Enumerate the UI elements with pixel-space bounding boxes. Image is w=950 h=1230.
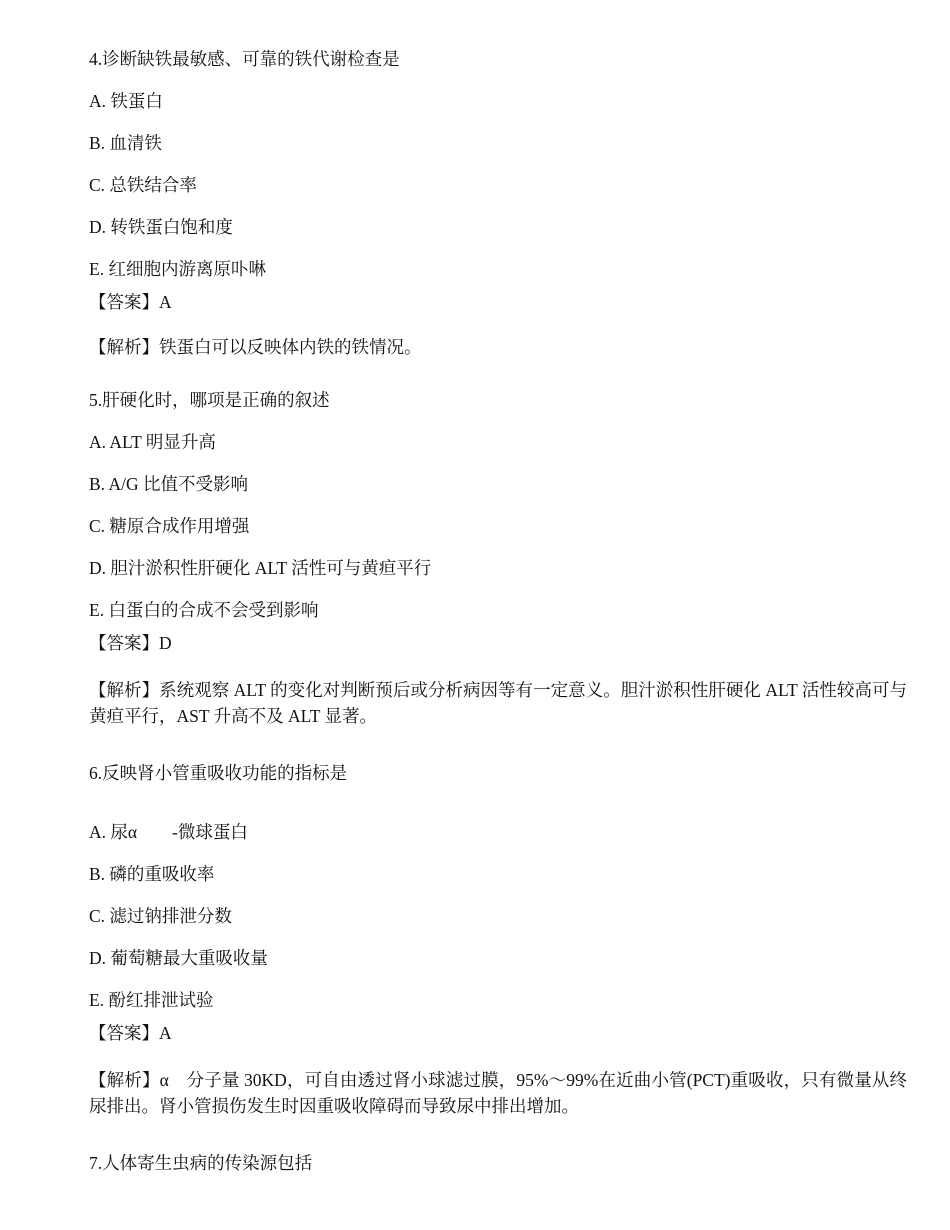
question-4-option-c: C. 总铁结合率 — [89, 175, 197, 195]
question-5-option-b: B. A/G 比值不受影响 — [89, 474, 248, 494]
question-6-option-d: D. 葡萄糖最大重吸收量 — [89, 948, 268, 968]
question-6-option-c: C. 滤过钠排泄分数 — [89, 906, 232, 926]
question-6-option-e: E. 酚红排泄试验 — [89, 990, 214, 1010]
question-4-option-e: E. 红细胞内游离原卟啉 — [89, 259, 266, 279]
question-5-stem: 5.肝硬化时，哪项是正确的叙述 — [89, 390, 330, 410]
question-5-option-e: E. 白蛋白的合成不会受到影响 — [89, 600, 319, 620]
question-5-answer: 【答案】D — [89, 633, 172, 653]
question-5-analysis: 【解析】系统观察 ALT 的变化对判断预后或分析病因等有一定意义。胆汁淤积性肝硬化 ALT 活性较高可与黄疸平行，AST 升高不及 ALT 显著。 — [89, 680, 907, 726]
question-5-option-c: C. 糖原合成作用增强 — [89, 516, 250, 536]
question-7-stem: 7.人体寄生虫病的传染源包括 — [89, 1153, 313, 1173]
question-4-option-d: D. 转铁蛋白饱和度 — [89, 217, 233, 237]
question-4-stem: 4.诊断缺铁最敏感、可靠的铁代谢检查是 — [89, 49, 400, 69]
question-6-option-b: B. 磷的重吸收率 — [89, 864, 215, 884]
question-6-option-a: A. 尿α -微球蛋白 — [89, 822, 248, 842]
question-4-analysis: 【解析】铁蛋白可以反映体内铁的铁情况。 — [89, 337, 422, 357]
question-4-answer: 【答案】A — [89, 292, 172, 312]
question-6-analysis: 【解析】α 分子量 30KD，可自由透过肾小球滤过膜，95%～99%在近曲小管(PCT)重吸收，只有微量从终尿排出。肾小管损伤发生时因重吸收障碍而导致尿中排出增加。 — [89, 1070, 907, 1116]
question-6-answer: 【答案】A — [89, 1023, 172, 1043]
question-4-option-b: B. 血清铁 — [89, 133, 162, 153]
question-4-option-a: A. 铁蛋白 — [89, 91, 163, 111]
question-5-option-a: A. ALT 明显升高 — [89, 432, 216, 452]
question-6-stem: 6.反映肾小管重吸收功能的指标是 — [89, 763, 348, 783]
question-5-option-d: D. 胆汁淤积性肝硬化 ALT 活性可与黄疸平行 — [89, 558, 432, 578]
